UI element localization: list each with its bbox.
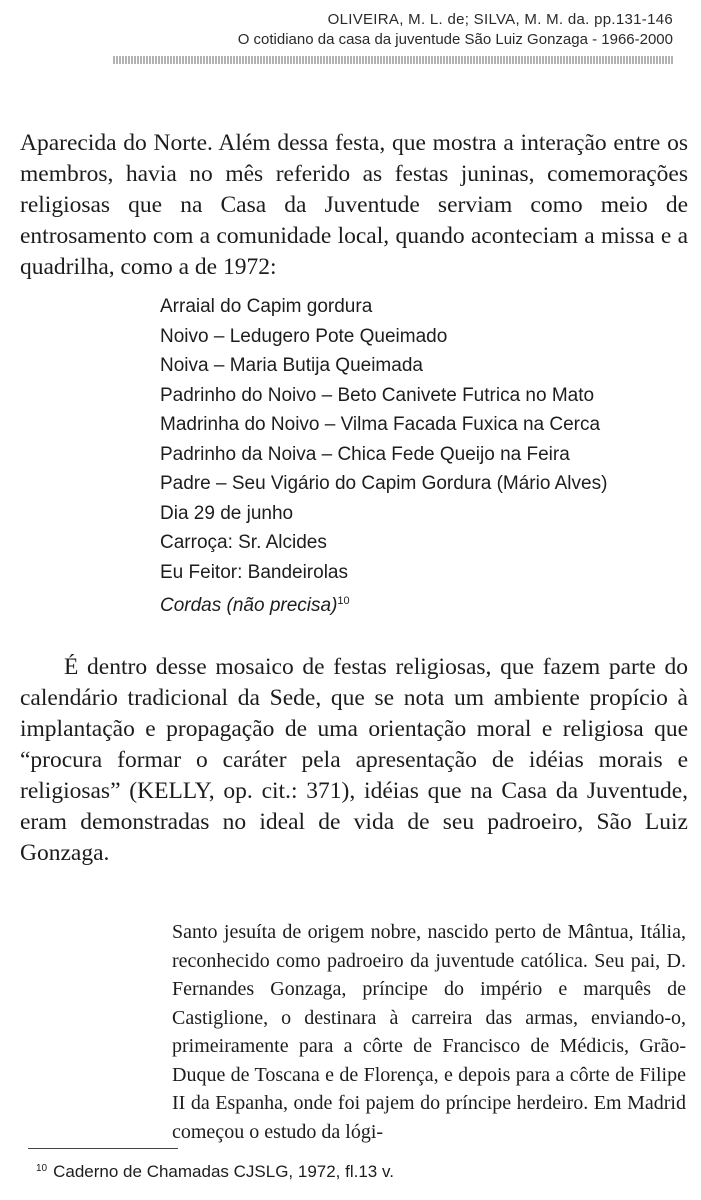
list-item: Arraial do Capim gordura xyxy=(160,296,373,317)
festa-junina-list xyxy=(160,292,680,621)
footnote-rule xyxy=(28,1148,178,1149)
list-item: Noivo – Ledugero Pote Queimado xyxy=(160,325,448,347)
running-header xyxy=(113,10,673,64)
footnote xyxy=(36,1162,394,1182)
list-item: Padrinho do Noivo – Beto Canivete Futrica no Mato xyxy=(160,384,595,406)
list-item-text: Cordas (não precisa) xyxy=(160,595,338,616)
header-title: O cotidiano da casa da juventude São Luiz Gonzaga - 1966-2000 xyxy=(237,31,673,48)
body-paragraph-1: Aparecida do Norte. Além dessa festa, que mostra a interação entre os membros, havia no mês referido as festas juninas, comemorações religiosas que na Casa da Juventude serviam como meio de entrosamento com a comunidade local, quando aconteciam a missa e a quadrilha, como a de 1972: xyxy=(20,129,688,280)
list-item-last xyxy=(160,587,680,621)
footnote-ref: 10 xyxy=(337,595,350,607)
block-quote: Santo jesuíta de origem nobre, nascido perto de Mântua, Itália, reconhecido como padroeiro da juventude católica. Seu pai, D. Fernandes Gonzaga, príncipe do império e marquês de Castiglione, o destinara à carreira das armas, enviando-o, primeiramente para a côrte de Francisco de Médicis, Grão-Duque de Toscana e de Florença, e depois para a côrte de Filipe II da Espanha, onde foi pajem do príncipe herdeiro. Em Madrid começou o estudo da lógi- xyxy=(172,921,686,1143)
list-item: Madrinha do Noivo – Vilma Facada Fuxica na Cerca xyxy=(160,414,601,435)
footnote-marker: 10 xyxy=(36,1163,48,1174)
list-item: Padrinho da Noiva – Chica Fede Queijo na Feira xyxy=(160,443,570,465)
list-item: Carroça: Sr. Alcides xyxy=(160,532,327,553)
header-rule xyxy=(113,56,673,64)
header-citation: OLIVEIRA, M. L. de; SILVA, M. M. da. pp.131-146 xyxy=(327,11,673,28)
body-paragraph-2: É dentro desse mosaico de festas religiosas, que fazem parte do calendário tradicional da Sede, que se nota um ambiente propício à implantação e propagação de uma orientação moral e religiosa que “procura formar o caráter pela apresentação de idéias morais e religiosas” (KELLY, op. cit.: 371), idéias que na Casa da Juventude, eram demonstradas no ideal de vida de seu padroeiro, São Luiz Gonzaga. xyxy=(20,653,688,866)
list-item: Padre – Seu Vigário do Capim Gordura (Mário Alves) xyxy=(160,473,608,494)
list-item: Eu Feitor: Bandeirolas xyxy=(160,561,348,583)
list-item: Noiva – Maria Butija Queimada xyxy=(160,355,423,376)
footnote-text: Caderno de Chamadas CJSLG, 1972, fl.13 v. xyxy=(53,1162,394,1181)
list-item: Dia 29 de junho xyxy=(160,502,294,524)
